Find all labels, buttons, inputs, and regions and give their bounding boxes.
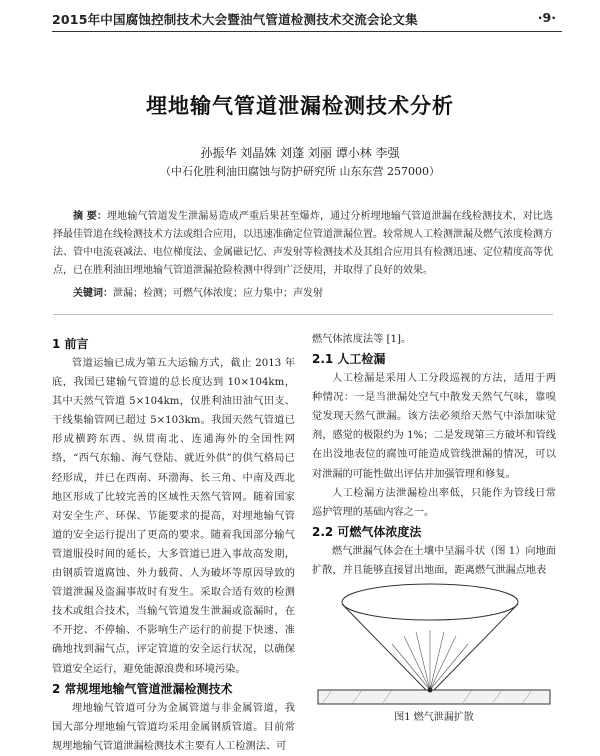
keywords-text: 泄漏；检测；可燃气体浓度；应力集中；声发射	[113, 288, 323, 299]
section-2-2-title: 2.2 可燃气体浓度法	[312, 524, 422, 539]
keywords	[73, 284, 553, 299]
running-title: 2015年中国腐蚀控制技术大会暨油气管道检测技术交流会论文集	[52, 12, 418, 27]
abstract	[53, 208, 553, 280]
section-2-paragraph: 埋地输气管道可分为金属管道与非金属管道，我国大部分埋地输气管道均采用金属钢质管道。目前常规埋地输气管道泄漏检测技术主要有人工检测法、可	[52, 702, 295, 752]
right-column	[312, 330, 556, 580]
section-2-1-paragraph-2: 人工检漏方法泄漏检出率低，只能作为管线日常巡护管理的基础内容之一。	[312, 487, 556, 518]
section-2-1-title: 2.1 人工检漏	[312, 352, 386, 367]
continued-line: 燃气体浓度法等 [1]。	[312, 334, 412, 345]
leak-spray-lines	[392, 630, 468, 690]
section-1-paragraph: 管道运输已成为第五大运输方式，截止 2013 年底，我国已建输气管道的总长度达到 10×104km，其中天然气管道 5×104km，仅胜利油田油气田支、干线集输管网已超过 5×103km。我国天然气管道已形成横跨东西、纵贯南北、连通海外的全国性网络，“西气东输、海气登陆、就近外供”的供气格局已经形成，并已在西南、环渤海、长三角、中南及西北地区形成了比较完善的区域性天然气管网。随着国家对安全生产、环保、节能要求的提高，对埋地输气管道的安全运行提出了更高的要求。随着我国部分输气管道服役时间的延长，大多管道已进入事故高发期，由钢质管道腐蚀、外力载荷、人为破坏等原因导致的管道泄漏及盗漏事故时有发生。采取合适有效的检测技术或组合技术，当输气管道发生泄漏或盗漏时，在不开挖、不停输、不影响生产运行的前提下快速、准确地找到漏气点，评定管道的安全运行状况，以确保管道安全运行，避免能源浪费和环境污染。	[52, 358, 295, 675]
abstract-text: 埋地输气管道发生泄漏易造成严重后果甚至爆炸，通过分析埋地输气管道泄漏在线检测技术，对比选择最佳管道在线检测技术方法或组合应用，以迅速准确定位管道泄漏位置。较常规人工检测泄漏及燃气浓度检测方法、管中电流衰减法、电位梯度法、金属磁记忆、声发射等检测技术及其组合应用具有检测迅速、定位精度高等优点，已在胜利油田埋地输气管道泄漏抢险检测中得到广泛使用，并取得了良好的效果。	[53, 211, 554, 276]
section-2-title: 2 常规埋地输气管道泄漏检测技术	[52, 681, 233, 696]
running-header	[52, 8, 556, 32]
abstract-divider	[53, 314, 553, 315]
surface-spread-ellipse	[342, 584, 518, 620]
section-2-1-paragraph-1: 人工检漏是采用人工分段巡视的方法，适用于两种情况：一是当泄漏处空气中散发天然气气味，靠嗅觉发现天然气泄漏。该方法必须给天然气中添加味觉剂，感觉的极限约为 1%；二是发现第三方破坏和管线在出没地表位的腐蚀可能造成管线泄漏的情况，可以对泄漏的可能性做出评估并加强管理和修复。	[312, 373, 556, 480]
abstract-label: 摘 要：	[73, 211, 108, 222]
figure-1	[312, 566, 556, 726]
keywords-label: 关键词：	[73, 288, 113, 299]
paper-title: 埋地输气管道泄漏检测技术分析	[146, 94, 454, 118]
authors: 孙振华 刘晶姝 刘蓬 刘丽 谭小林 李强	[200, 146, 400, 160]
section-1-title: 1 前言	[52, 337, 89, 351]
affiliation: （中石化胜利油田腐蚀与防护研究所 山东东营 257000）	[160, 165, 440, 178]
page-number: ·9·	[537, 10, 556, 25]
section-2-2-paragraph: 燃气泄漏气体会在土壤中呈漏斗状（图 1）向地面扩散，并且能够直接冒出地面，距离燃气泄漏点地表	[312, 545, 556, 576]
gas-diffusion-diagram	[312, 566, 556, 726]
pipeline	[318, 690, 550, 704]
leak-point	[428, 688, 433, 693]
left-column	[52, 334, 295, 756]
figure-caption: 图1 燃气泄漏扩散	[394, 712, 474, 723]
header-rule	[52, 31, 562, 32]
